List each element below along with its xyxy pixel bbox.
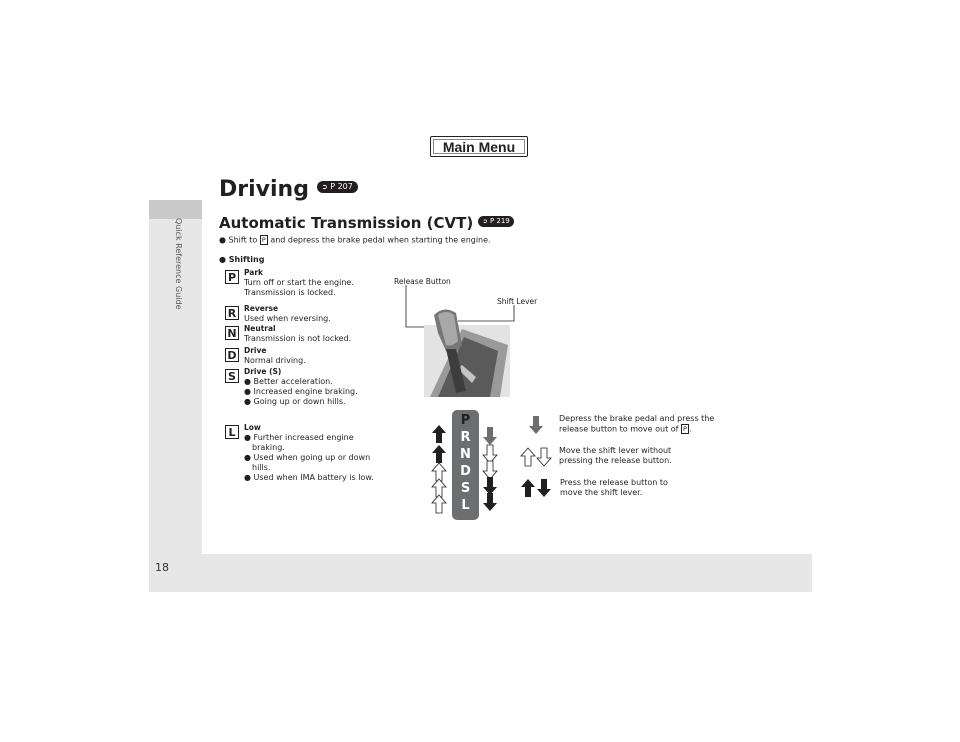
gate-letter-p: P: [460, 413, 471, 428]
gear-bullet-text: Going up or down hills.: [253, 397, 346, 406]
gate-letter-n: N: [460, 447, 471, 462]
gear-line: Turn off or start the engine.: [244, 278, 354, 287]
sidebar-tab: [149, 200, 202, 219]
gear-badge-n: N: [225, 326, 239, 340]
gear-name: Drive (S): [244, 367, 282, 376]
gear-badge-p: P: [225, 270, 239, 284]
page-title: [219, 177, 358, 202]
bullet-icon: ●: [244, 433, 251, 442]
legend-text: Depress the brake pedal and press the release button to move out of: [559, 414, 715, 434]
shift-lever-illustration: [400, 285, 520, 400]
gear-line: Transmission is not locked.: [244, 334, 352, 343]
gear-description: [244, 367, 374, 407]
gear-key-p: P: [683, 425, 687, 433]
gate-letter-s: S: [460, 481, 471, 496]
gear-description: [244, 304, 374, 324]
legend-text-end: .: [688, 424, 692, 434]
bullet-icon: ●: [244, 387, 251, 396]
page-title-text: Driving: [219, 177, 309, 202]
gear-bullet: [244, 377, 374, 387]
shift-lever-label: Shift Lever: [497, 297, 538, 306]
gear-line: Used when reversing.: [244, 314, 331, 323]
gear-bullet: [244, 473, 374, 483]
gear-bullet-text: Increased engine braking.: [253, 387, 358, 396]
gate-letter-l: L: [461, 498, 470, 513]
gear-description: [244, 423, 374, 483]
sidebar-label: Quick Reference Guide: [174, 218, 183, 310]
gear-description: [244, 324, 374, 344]
legend-text: move the shift lever.: [560, 488, 643, 497]
legend-brake-release: [559, 414, 719, 435]
intro-text-end: and depress the brake pedal when starting the engine.: [270, 235, 491, 245]
section-reference-link[interactable]: [478, 216, 513, 227]
legend-text: pressing the release button.: [559, 456, 672, 465]
legend-no-button: [559, 446, 672, 466]
shift-arrows: [420, 410, 555, 520]
bullet-icon: ●: [244, 453, 251, 462]
page-number: 18: [155, 561, 169, 574]
page-reference-link[interactable]: [317, 181, 358, 193]
shifting-heading: [219, 255, 264, 264]
gear-line: Transmission is locked.: [244, 288, 336, 297]
main-menu-label: Main Menu: [442, 138, 516, 155]
gear-key-p: P: [261, 236, 266, 244]
gear-name: Neutral: [244, 324, 276, 333]
bullet-icon: ●: [219, 255, 226, 264]
intro-text: [219, 235, 491, 245]
section-subtitle-text: Automatic Transmission (CVT): [219, 214, 474, 232]
gear-bullet: [244, 433, 374, 453]
gear-bullet-text: Further increased engine braking.: [252, 433, 354, 452]
gear-description: [244, 268, 374, 298]
gear-name: Drive: [244, 346, 267, 355]
gate-letter-r: R: [460, 430, 471, 445]
shifting-heading-text: Shifting: [228, 255, 265, 264]
bullet-icon: ●: [244, 397, 251, 406]
intro-text-start: Shift to: [228, 235, 258, 245]
gear-bullet: [244, 453, 374, 473]
gate-letter-d: D: [460, 464, 471, 479]
bullet-icon: ●: [219, 235, 226, 245]
gear-bullet-text: Used when IMA battery is low.: [253, 473, 374, 482]
footer-band: [149, 554, 812, 592]
section-subtitle: [219, 214, 514, 232]
gear-badge-l: L: [225, 425, 239, 439]
section-reference-text: P 219: [489, 216, 510, 225]
gear-bullet-text: Used when going up or down hills.: [252, 453, 371, 472]
gear-badge-r: R: [225, 306, 239, 320]
gear-bullet: [244, 397, 374, 407]
legend-press-button: [560, 478, 668, 498]
page-reference-text: P 207: [330, 182, 353, 191]
gear-bullet-text: Better acceleration.: [253, 377, 333, 386]
bullet-icon: ●: [244, 473, 251, 482]
release-button-label: Release Button: [394, 277, 451, 286]
gear-badge-s: S: [225, 369, 239, 383]
gear-name: Park: [244, 268, 264, 277]
gear-badge-d: D: [225, 348, 239, 362]
main-menu-button[interactable]: [430, 136, 528, 157]
gear-description: [244, 346, 374, 366]
gear-name: Reverse: [244, 304, 279, 313]
legend-text: Press the release button to: [560, 478, 668, 487]
legend-text: Move the shift lever without: [559, 446, 672, 455]
bullet-icon: ●: [244, 377, 251, 386]
arrow-right-icon: ➲: [321, 182, 328, 191]
gear-name: Low: [244, 423, 261, 432]
gear-bullet: [244, 387, 374, 397]
arrow-right-icon: ➲: [482, 217, 488, 225]
gear-line: Normal driving.: [244, 356, 306, 365]
